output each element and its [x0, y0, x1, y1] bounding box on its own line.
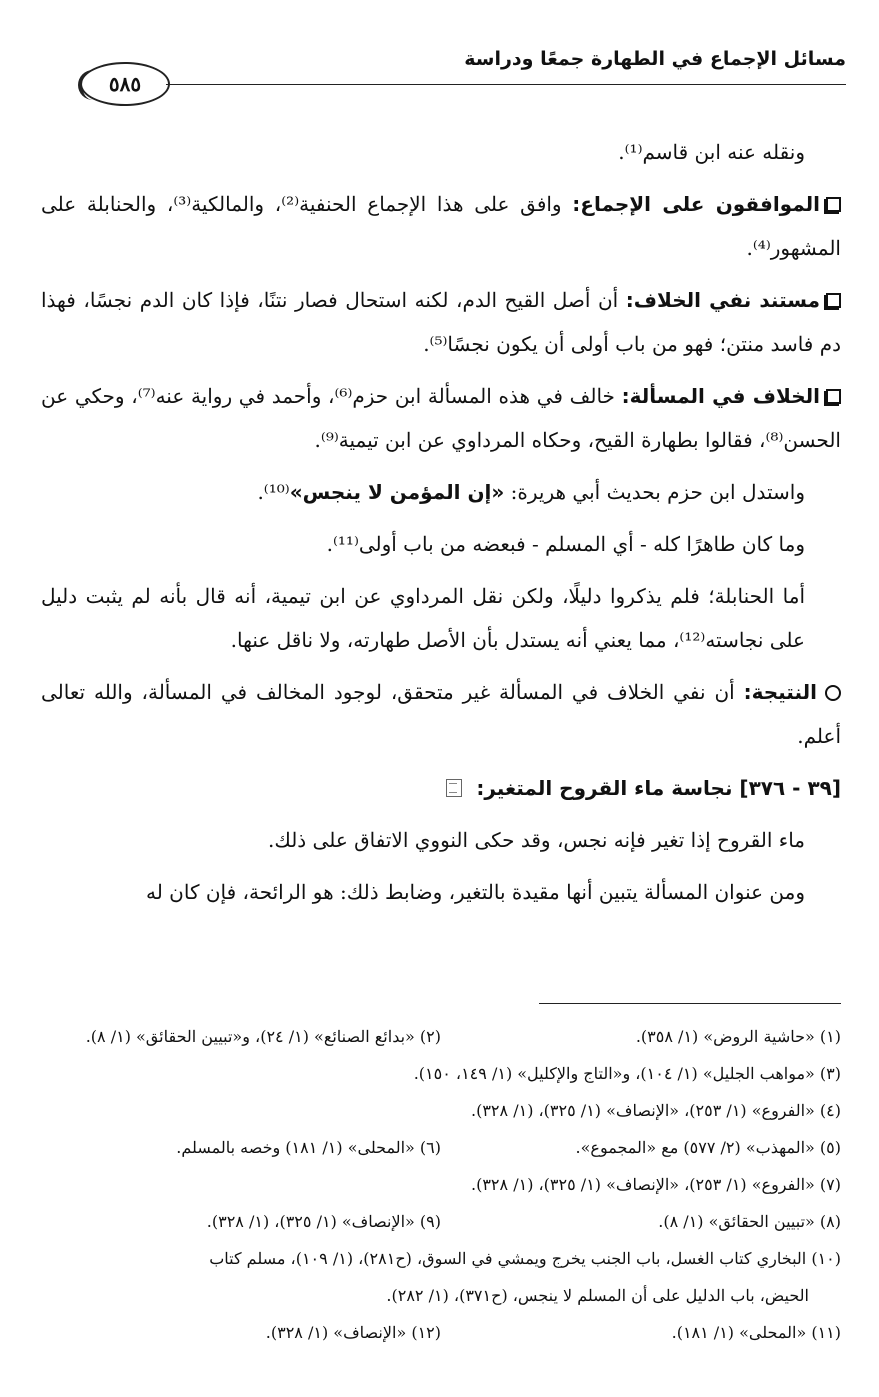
paragraph-label: الخلاف في المسألة:	[621, 384, 820, 408]
footnote-row	[41, 1129, 841, 1166]
paragraph-label: الموافقون على الإجماع:	[572, 192, 820, 216]
paragraph: ومن عنوان المسألة يتبين أنها مقيدة بالتغير، وضابط ذلك: هو الرائحة، فإن كان له	[145, 880, 805, 904]
header-rule	[166, 84, 846, 85]
paragraph-agreeing	[41, 182, 841, 270]
main-text	[41, 130, 841, 922]
footnote-rule	[539, 1003, 841, 1004]
paragraph: ماء القروح إذا تغير فإنه نجس، وقد حكى النووي الاتفاق على ذلك.	[267, 828, 805, 852]
footnote: (٩) «الإنصاف» (١/ ٣٢٥)، (١/ ٣٢٨).	[206, 1212, 441, 1231]
footnote: (٥) «المهذب» (٢/ ٥٧٧) مع «المجموع».	[575, 1138, 841, 1157]
paragraph-result	[41, 670, 841, 758]
footnotes	[41, 1018, 841, 1351]
document-icon	[446, 779, 462, 797]
page-number: ٥٨٥	[80, 62, 170, 106]
paragraph-text: ⁽¹⁰⁾.	[257, 480, 290, 504]
footnote: (١) «حاشية الروض» (١/ ٣٥٨).	[635, 1027, 841, 1046]
footnote: (٧) «الفروع» (١/ ٢٥٣)، «الإنصاف» (١/ ٣٢٥)، (١/ ٣٢٨).	[471, 1175, 841, 1194]
footnote-continuation: الحيض، باب الدليل على أن المسلم لا ينجس، (ح٣٧١)، (١/ ٢٨٢).	[386, 1286, 809, 1305]
circle-bullet-icon	[825, 685, 841, 701]
paragraph-text: أن أصل القيح الدم، لكنه استحال فصار نتنًا، فإذا كان الدم نجسًا، فهذا دم فاسد منتن؛ فهو من باب أولى أن يكون نجسًا⁽⁵⁾.	[41, 288, 841, 356]
footnote-row	[41, 1092, 841, 1129]
paragraph-text: خالف في هذه المسألة ابن حزم⁽⁶⁾، وأحمد في رواية عنه⁽⁷⁾، وحكي عن الحسن⁽⁸⁾، فقالوا بطهارة القيح، وحكاه المرداوي عن ابن تيمية⁽⁹⁾.	[41, 384, 841, 452]
footnote-row	[41, 1203, 841, 1240]
footnote: (١٠) البخاري كتاب الغسل، باب الجنب يخرج ويمشي في السوق، (ح٢٨١)، (١/ ١٠٩)، مسلم كتاب	[209, 1249, 841, 1268]
footnote: (٦) «المحلى» (١/ ١٨١) وخصه بالمسلم.	[176, 1138, 441, 1157]
hadith-quote: «إن المؤمن لا ينجس»	[289, 480, 505, 504]
square-bullet-icon	[826, 293, 841, 308]
footnote: (١١) «المحلى» (١/ ١٨١).	[671, 1323, 841, 1342]
paragraph-text: وافق على هذا الإجماع الحنفية⁽²⁾، والمالكية⁽³⁾، والحنابلة على المشهور⁽⁴⁾.	[41, 192, 841, 260]
footnote-row	[41, 1166, 841, 1203]
paragraph-text: أن نفي الخلاف في المسألة غير متحقق، لوجود المخالف في المسألة، والله تعالى أعلم.	[41, 680, 841, 748]
page-header	[70, 44, 846, 114]
paragraph: أما الحنابلة؛ فلم يذكروا دليلًا، ولكن نقل المرداوي عن ابن تيمية، أنه قال بأنه لم يثبت دليل على نجاسته⁽¹²⁾، مما يعني أنه يستدل بأن الأصل طهارته، ولا ناقل عنها.	[41, 584, 805, 652]
paragraph-label: مستند نفي الخلاف:	[625, 288, 820, 312]
section-heading	[41, 766, 841, 810]
paragraph-disagreement	[41, 374, 841, 462]
paragraph-label: النتيجة:	[743, 680, 817, 704]
square-bullet-icon	[826, 197, 841, 212]
paragraph-text: واستدل ابن حزم بحديث أبي هريرة:	[504, 480, 805, 504]
footnote-row	[41, 1314, 841, 1351]
paragraph-basis	[41, 278, 841, 366]
section-heading-text: [٣٩ - ٣٧٦] نجاسة ماء القروح المتغير:	[476, 776, 841, 800]
footnote: (٨) «تبيين الحقائق» (١/ ٨).	[658, 1212, 841, 1231]
footnote: (٣) «مواهب الجليل» (١/ ١٠٤)، و«التاج والإكليل» (١/ ١٤٩، ١٥٠).	[413, 1064, 841, 1083]
square-bullet-icon	[826, 389, 841, 404]
paragraph: وما كان طاهرًا كله - أي المسلم - فبعضه من باب أولى⁽¹¹⁾.	[326, 532, 805, 556]
footnote: (٢) «بدائع الصنائع» (١/ ٢٤)، و«تبيين الحقائق» (١/ ٨).	[85, 1027, 441, 1046]
footnote: (١٢) «الإنصاف» (١/ ٣٢٨).	[265, 1323, 441, 1342]
footnote: (٤) «الفروع» (١/ ٢٥٣)، «الإنصاف» (١/ ٣٢٥)، (١/ ٣٢٨).	[471, 1101, 841, 1120]
running-title: مسائل الإجماع في الطهارة جمعًا ودراسة	[464, 48, 846, 70]
footnote-row	[41, 1055, 841, 1092]
paragraph: ونقله عنه ابن قاسم⁽¹⁾.	[618, 140, 805, 164]
paragraph	[41, 470, 841, 514]
footnote-row	[41, 1018, 841, 1055]
